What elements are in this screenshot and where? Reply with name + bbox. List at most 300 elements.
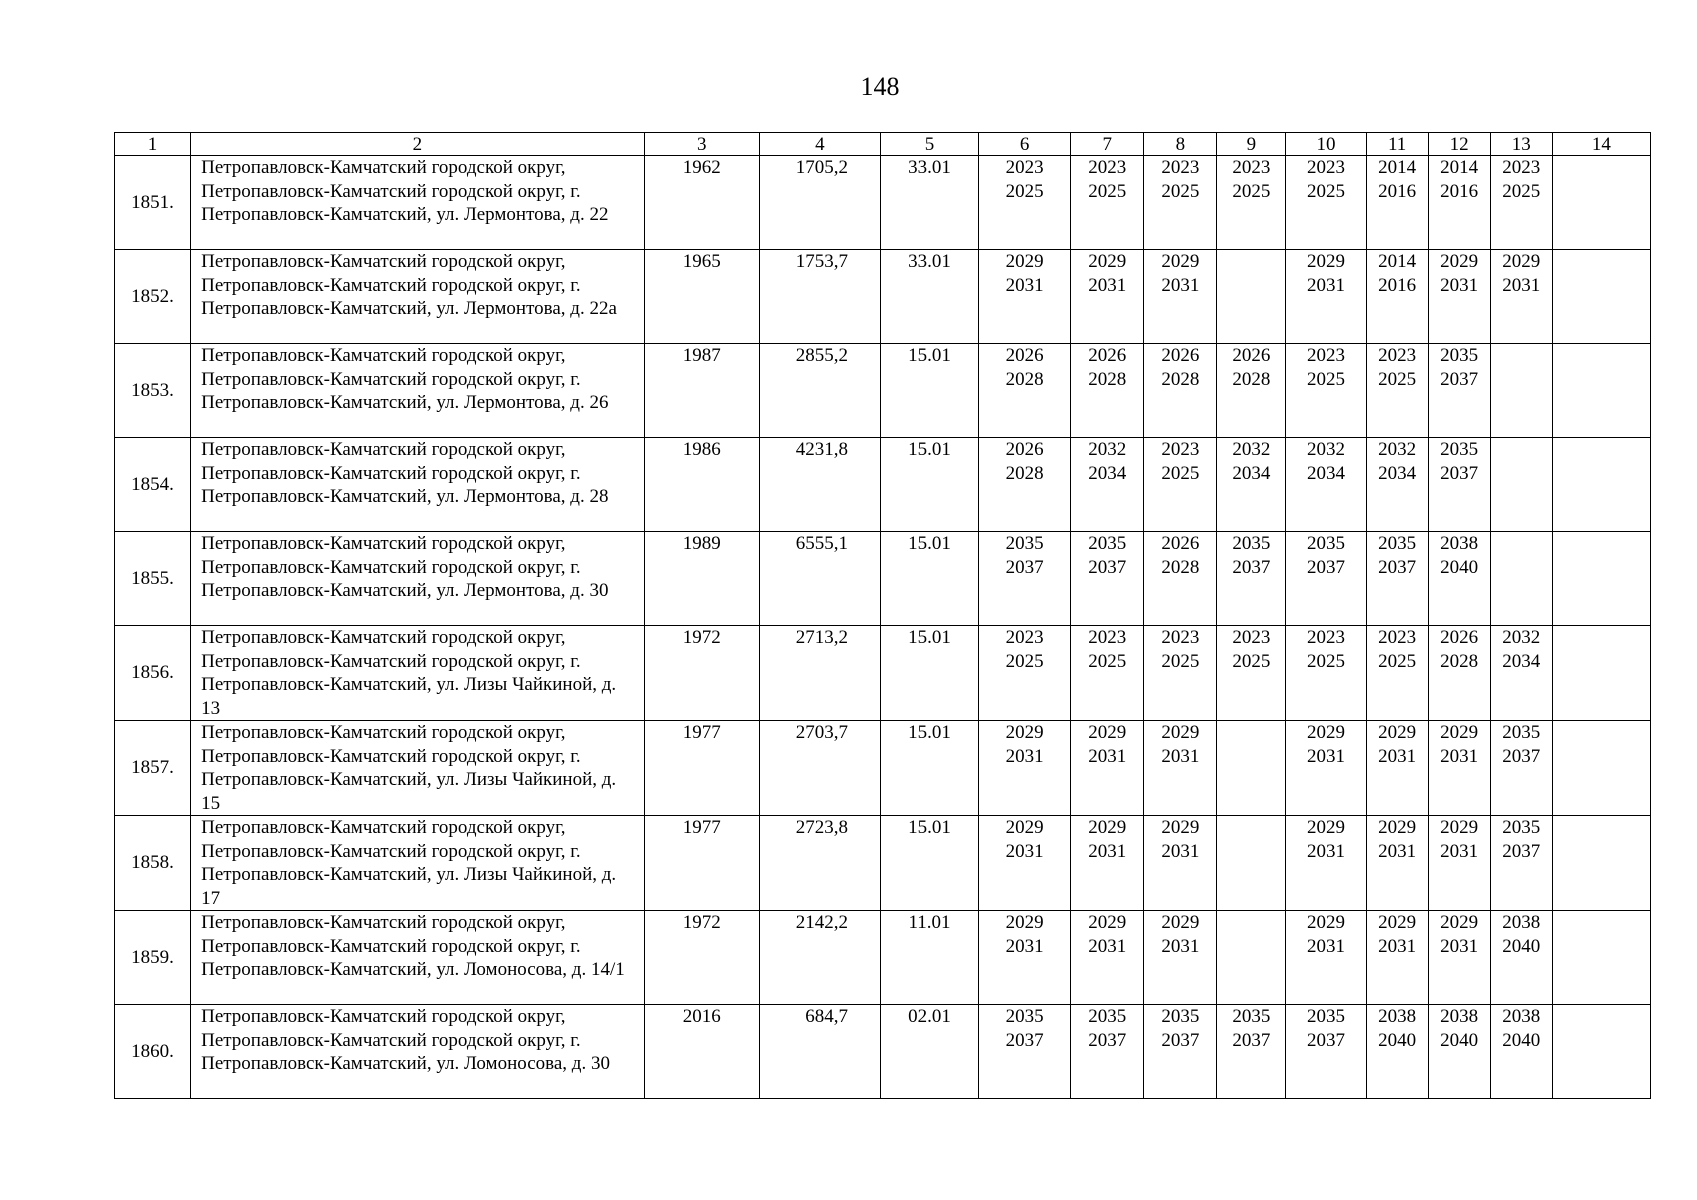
address-cell: Петропавловск-Камчатский городской округ, Петропавловск-Камчатский городской округ, г. Петропавловск-Камчатский, ул. Лермонтова, д. 28	[191, 438, 645, 532]
period-cell-10	[1286, 721, 1366, 816]
period-cell-13	[1490, 1005, 1552, 1099]
period-cell-10	[1286, 1005, 1366, 1099]
code-cell: 33.01	[880, 250, 978, 344]
code-cell: 02.01	[880, 1005, 978, 1099]
period-year: 2035	[1502, 817, 1541, 838]
period-year: 2025	[1161, 650, 1200, 672]
area-cell: 2713,2	[759, 626, 880, 721]
period-year: 2026	[1005, 439, 1044, 460]
period-year: 2035	[1005, 1006, 1044, 1027]
year-cell: 1989	[644, 532, 759, 626]
period-year: 2040	[1378, 1029, 1417, 1051]
period-year: 2040	[1502, 935, 1541, 957]
table-row	[115, 532, 1651, 626]
address-cell: Петропавловск-Камчатский городской округ, Петропавловск-Камчатский городской округ, г. Петропавловск-Камчатский, ул. Лермонтова, д. 30	[191, 532, 645, 626]
period-cell-8	[1144, 626, 1217, 721]
address-cell: Петропавловск-Камчатский городской округ, Петропавловск-Камчатский городской округ, г. Петропавловск-Камчатский, ул. Ломоносова, д. 30	[191, 1005, 645, 1099]
period-year: 2035	[1161, 1006, 1200, 1027]
period-cell-8	[1144, 156, 1217, 250]
area-cell: 6555,1	[759, 532, 880, 626]
period-cell-14	[1552, 156, 1650, 250]
period-year: 2029	[1307, 817, 1346, 838]
period-cell-13	[1490, 250, 1552, 344]
period-year: 2031	[1440, 840, 1479, 862]
period-year: 2029	[1440, 817, 1479, 838]
column-header-3: 3	[644, 133, 759, 156]
period-year: 2031	[1440, 274, 1479, 296]
row-number: 1859.	[115, 911, 191, 1005]
year-cell: 1972	[644, 626, 759, 721]
period-year: 2025	[1232, 650, 1271, 672]
period-year: 2031	[1005, 840, 1044, 862]
code-cell: 15.01	[880, 532, 978, 626]
period-year: 2025	[1088, 180, 1127, 202]
period-year: 2037	[1378, 556, 1417, 578]
table-row	[115, 626, 1651, 721]
period-cell-11	[1366, 626, 1428, 721]
period-cell-11	[1366, 1005, 1428, 1099]
period-year: 2029	[1440, 912, 1479, 933]
period-year: 2038	[1440, 1006, 1479, 1027]
period-cell-7	[1071, 1005, 1144, 1099]
period-year: 2029	[1378, 817, 1417, 838]
period-year: 2029	[1005, 722, 1044, 743]
period-cell-13	[1490, 911, 1552, 1005]
column-header-9: 9	[1217, 133, 1286, 156]
period-cell-7	[1071, 721, 1144, 816]
period-cell-13	[1490, 156, 1552, 250]
period-year: 2029	[1005, 912, 1044, 933]
period-year: 2025	[1005, 180, 1044, 202]
period-year: 2031	[1088, 840, 1127, 862]
period-cell-7	[1071, 250, 1144, 344]
year-cell: 1962	[644, 156, 759, 250]
period-year: 2023	[1232, 157, 1271, 178]
period-cell-12	[1428, 721, 1490, 816]
period-cell-6	[979, 344, 1071, 438]
period-year: 2037	[1088, 1029, 1127, 1051]
year-cell: 1977	[644, 721, 759, 816]
period-year: 2025	[1307, 368, 1346, 390]
period-cell-11	[1366, 816, 1428, 911]
period-cell-14	[1552, 1005, 1650, 1099]
period-year: 2023	[1161, 627, 1200, 648]
period-year: 2023	[1307, 345, 1346, 366]
period-year: 2031	[1378, 840, 1417, 862]
period-cell-12	[1428, 816, 1490, 911]
period-cell-8	[1144, 344, 1217, 438]
period-cell-14	[1552, 438, 1650, 532]
period-year: 2014	[1378, 251, 1417, 272]
period-cell-7	[1071, 626, 1144, 721]
period-cell-7	[1071, 911, 1144, 1005]
row-number: 1857.	[115, 721, 191, 816]
period-year: 2038	[1440, 533, 1479, 554]
period-year: 2029	[1161, 722, 1200, 743]
period-year: 2035	[1440, 345, 1479, 366]
address-cell: Петропавловск-Камчатский городской округ, Петропавловск-Камчатский городской округ, г. Петропавловск-Камчатский, ул. Лизы Чайкиной, д. 17	[191, 816, 645, 911]
period-cell-12	[1428, 626, 1490, 721]
period-year: 2031	[1161, 840, 1200, 862]
period-year: 2035	[1378, 533, 1417, 554]
period-year: 2031	[1005, 935, 1044, 957]
period-cell-13	[1490, 438, 1552, 532]
column-header-11: 11	[1366, 133, 1428, 156]
period-year: 2023	[1161, 439, 1200, 460]
period-year: 2028	[1005, 368, 1044, 390]
period-year: 2029	[1440, 722, 1479, 743]
period-cell-7	[1071, 816, 1144, 911]
period-year: 2037	[1502, 745, 1541, 767]
period-year: 2031	[1088, 274, 1127, 296]
column-header-1: 1	[115, 133, 191, 156]
period-year: 2035	[1088, 1006, 1127, 1027]
period-year: 2037	[1005, 556, 1044, 578]
period-year: 2037	[1307, 556, 1346, 578]
year-cell: 1986	[644, 438, 759, 532]
period-cell-7	[1071, 532, 1144, 626]
period-cell-11	[1366, 532, 1428, 626]
period-cell-14	[1552, 816, 1650, 911]
period-year: 2025	[1378, 368, 1417, 390]
period-year: 2028	[1440, 650, 1479, 672]
period-year: 2025	[1161, 180, 1200, 202]
row-number: 1858.	[115, 816, 191, 911]
period-cell-12	[1428, 250, 1490, 344]
period-year: 2031	[1440, 745, 1479, 767]
period-year: 2037	[1232, 1029, 1271, 1051]
address-cell: Петропавловск-Камчатский городской округ, Петропавловск-Камчатский городской округ, г. Петропавловск-Камчатский, ул. Лермонтова, д. 22а	[191, 250, 645, 344]
period-year: 2029	[1440, 251, 1479, 272]
period-year: 2023	[1161, 157, 1200, 178]
address-cell: Петропавловск-Камчатский городской округ, Петропавловск-Камчатский городской округ, г. Петропавловск-Камчатский, ул. Лизы Чайкиной, д. 13	[191, 626, 645, 721]
period-cell-11	[1366, 911, 1428, 1005]
period-year: 2035	[1307, 1006, 1346, 1027]
period-year: 2029	[1161, 251, 1200, 272]
period-year: 2023	[1307, 157, 1346, 178]
period-cell-13	[1490, 532, 1552, 626]
period-year: 2031	[1307, 935, 1346, 957]
area-cell: 4231,8	[759, 438, 880, 532]
period-year: 2016	[1378, 274, 1417, 296]
period-cell-10	[1286, 344, 1366, 438]
period-year: 2029	[1088, 251, 1127, 272]
period-cell-9	[1217, 344, 1286, 438]
period-cell-11	[1366, 721, 1428, 816]
row-number: 1856.	[115, 626, 191, 721]
period-year: 2032	[1502, 627, 1541, 648]
period-cell-10	[1286, 532, 1366, 626]
period-cell-6	[979, 250, 1071, 344]
period-year: 2034	[1378, 462, 1417, 484]
period-cell-9	[1217, 911, 1286, 1005]
code-cell: 15.01	[880, 438, 978, 532]
period-year: 2029	[1378, 912, 1417, 933]
period-year: 2023	[1088, 157, 1127, 178]
period-year: 2025	[1088, 650, 1127, 672]
period-year: 2029	[1088, 722, 1127, 743]
period-cell-12	[1428, 532, 1490, 626]
period-cell-10	[1286, 156, 1366, 250]
period-year: 2031	[1161, 745, 1200, 767]
period-cell-7	[1071, 438, 1144, 532]
period-year: 2026	[1005, 345, 1044, 366]
period-year: 2025	[1502, 180, 1541, 202]
address-cell: Петропавловск-Камчатский городской округ, Петропавловск-Камчатский городской округ, г. Петропавловск-Камчатский, ул. Лермонтова, д. 22	[191, 156, 645, 250]
period-cell-13	[1490, 344, 1552, 438]
period-year: 2029	[1088, 817, 1127, 838]
period-year: 2031	[1005, 745, 1044, 767]
area-cell: 2723,8	[759, 816, 880, 911]
period-year: 2031	[1161, 274, 1200, 296]
code-cell: 33.01	[880, 156, 978, 250]
period-year: 2023	[1502, 157, 1541, 178]
period-year: 2031	[1378, 935, 1417, 957]
period-year: 2031	[1502, 274, 1541, 296]
period-cell-6	[979, 438, 1071, 532]
period-cell-8	[1144, 438, 1217, 532]
period-year: 2028	[1088, 368, 1127, 390]
column-header-13: 13	[1490, 133, 1552, 156]
table-row	[115, 1005, 1651, 1099]
period-year: 2026	[1088, 345, 1127, 366]
period-year: 2035	[1232, 533, 1271, 554]
period-cell-8	[1144, 532, 1217, 626]
table-row	[115, 250, 1651, 344]
period-cell-14	[1552, 532, 1650, 626]
period-year: 2028	[1161, 368, 1200, 390]
period-cell-8	[1144, 721, 1217, 816]
address-cell: Петропавловск-Камчатский городской округ, Петропавловск-Камчатский городской округ, г. Петропавловск-Камчатский, ул. Ломоносова, д. 14/1	[191, 911, 645, 1005]
period-year: 2025	[1161, 462, 1200, 484]
period-cell-10	[1286, 626, 1366, 721]
year-cell: 1972	[644, 911, 759, 1005]
period-year: 2023	[1088, 627, 1127, 648]
period-year: 2038	[1502, 1006, 1541, 1027]
period-year: 2035	[1502, 722, 1541, 743]
period-year: 2028	[1005, 462, 1044, 484]
area-cell: 2855,2	[759, 344, 880, 438]
period-year: 2034	[1088, 462, 1127, 484]
period-year: 2031	[1440, 935, 1479, 957]
period-year: 2040	[1502, 1029, 1541, 1051]
period-year: 2025	[1307, 180, 1346, 202]
period-cell-14	[1552, 250, 1650, 344]
period-cell-12	[1428, 911, 1490, 1005]
row-number: 1855.	[115, 532, 191, 626]
period-year: 2023	[1005, 157, 1044, 178]
period-year: 2031	[1378, 745, 1417, 767]
period-cell-6	[979, 911, 1071, 1005]
period-year: 2035	[1005, 533, 1044, 554]
period-year: 2023	[1378, 345, 1417, 366]
period-year: 2034	[1232, 462, 1271, 484]
period-year: 2014	[1440, 157, 1479, 178]
column-header-10: 10	[1286, 133, 1366, 156]
column-header-7: 7	[1071, 133, 1144, 156]
period-cell-8	[1144, 911, 1217, 1005]
table-row	[115, 344, 1651, 438]
row-number: 1853.	[115, 344, 191, 438]
period-year: 2029	[1088, 912, 1127, 933]
period-year: 2029	[1005, 251, 1044, 272]
code-cell: 15.01	[880, 721, 978, 816]
period-cell-13	[1490, 721, 1552, 816]
header-row	[115, 133, 1651, 156]
code-cell: 15.01	[880, 344, 978, 438]
period-cell-11	[1366, 156, 1428, 250]
period-cell-7	[1071, 156, 1144, 250]
area-cell: 1705,2	[759, 156, 880, 250]
period-cell-10	[1286, 438, 1366, 532]
period-cell-12	[1428, 156, 1490, 250]
register-table	[114, 132, 1651, 1099]
period-year: 2023	[1378, 627, 1417, 648]
column-header-12: 12	[1428, 133, 1490, 156]
period-cell-14	[1552, 344, 1650, 438]
code-cell: 15.01	[880, 626, 978, 721]
period-year: 2029	[1005, 817, 1044, 838]
period-year: 2037	[1005, 1029, 1044, 1051]
period-year: 2034	[1307, 462, 1346, 484]
year-cell: 1977	[644, 816, 759, 911]
period-cell-13	[1490, 626, 1552, 721]
period-year: 2031	[1307, 745, 1346, 767]
column-header-2: 2	[191, 133, 645, 156]
period-year: 2035	[1232, 1006, 1271, 1027]
period-year: 2035	[1307, 533, 1346, 554]
table-row	[115, 721, 1651, 816]
table-body	[115, 156, 1651, 1099]
year-cell: 1965	[644, 250, 759, 344]
period-cell-6	[979, 626, 1071, 721]
column-header-5: 5	[880, 133, 978, 156]
period-cell-6	[979, 1005, 1071, 1099]
period-cell-10	[1286, 250, 1366, 344]
row-number: 1854.	[115, 438, 191, 532]
period-cell-9	[1217, 1005, 1286, 1099]
period-year: 2037	[1440, 368, 1479, 390]
period-year: 2040	[1440, 556, 1479, 578]
period-year: 2026	[1161, 345, 1200, 366]
area-cell: 684,7	[759, 1005, 880, 1099]
period-year: 2038	[1378, 1006, 1417, 1027]
period-cell-11	[1366, 250, 1428, 344]
page-number: 148	[860, 72, 900, 101]
period-year: 2029	[1307, 722, 1346, 743]
period-year: 2016	[1440, 180, 1479, 202]
period-year: 2023	[1232, 627, 1271, 648]
period-cell-9	[1217, 721, 1286, 816]
period-year: 2037	[1307, 1029, 1346, 1051]
period-cell-6	[979, 156, 1071, 250]
period-year: 2032	[1088, 439, 1127, 460]
period-year: 2037	[1161, 1029, 1200, 1051]
period-cell-8	[1144, 816, 1217, 911]
row-number: 1851.	[115, 156, 191, 250]
area-cell: 1753,7	[759, 250, 880, 344]
period-year: 2031	[1161, 935, 1200, 957]
period-year: 2040	[1440, 1029, 1479, 1051]
period-year: 2025	[1307, 650, 1346, 672]
table-row	[115, 438, 1651, 532]
period-year: 2029	[1307, 912, 1346, 933]
year-cell: 1987	[644, 344, 759, 438]
column-header-14: 14	[1552, 133, 1650, 156]
code-cell: 11.01	[880, 911, 978, 1005]
period-year: 2031	[1005, 274, 1044, 296]
address-cell: Петропавловск-Камчатский городской округ, Петропавловск-Камчатский городской округ, г. Петропавловск-Камчатский, ул. Лизы Чайкиной, д. 15	[191, 721, 645, 816]
period-year: 2032	[1378, 439, 1417, 460]
year-cell: 2016	[644, 1005, 759, 1099]
period-year: 2032	[1307, 439, 1346, 460]
period-cell-12	[1428, 438, 1490, 532]
row-number: 1852.	[115, 250, 191, 344]
period-year: 2025	[1005, 650, 1044, 672]
period-year: 2031	[1088, 935, 1127, 957]
period-year: 2023	[1307, 627, 1346, 648]
column-header-8: 8	[1144, 133, 1217, 156]
code-cell: 15.01	[880, 816, 978, 911]
period-cell-14	[1552, 721, 1650, 816]
period-year: 2029	[1502, 251, 1541, 272]
period-cell-9	[1217, 438, 1286, 532]
column-header-4: 4	[759, 133, 880, 156]
period-year: 2029	[1161, 912, 1200, 933]
period-cell-12	[1428, 1005, 1490, 1099]
period-cell-11	[1366, 438, 1428, 532]
period-year: 2037	[1088, 556, 1127, 578]
period-cell-11	[1366, 344, 1428, 438]
period-cell-6	[979, 816, 1071, 911]
period-year: 2037	[1232, 556, 1271, 578]
period-year: 2037	[1440, 462, 1479, 484]
column-header-6: 6	[979, 133, 1071, 156]
period-year: 2028	[1232, 368, 1271, 390]
period-year: 2029	[1378, 722, 1417, 743]
table-row	[115, 816, 1651, 911]
period-year: 2026	[1161, 533, 1200, 554]
period-cell-9	[1217, 626, 1286, 721]
table-row	[115, 156, 1651, 250]
area-cell: 2703,7	[759, 721, 880, 816]
row-number: 1860.	[115, 1005, 191, 1099]
period-year: 2028	[1161, 556, 1200, 578]
period-year: 2026	[1440, 627, 1479, 648]
period-year: 2037	[1502, 840, 1541, 862]
period-year: 2035	[1440, 439, 1479, 460]
period-cell-9	[1217, 250, 1286, 344]
period-cell-12	[1428, 344, 1490, 438]
period-cell-14	[1552, 911, 1650, 1005]
period-cell-8	[1144, 1005, 1217, 1099]
period-cell-6	[979, 721, 1071, 816]
period-cell-7	[1071, 344, 1144, 438]
period-year: 2034	[1502, 650, 1541, 672]
period-cell-8	[1144, 250, 1217, 344]
period-year: 2025	[1232, 180, 1271, 202]
period-cell-13	[1490, 816, 1552, 911]
period-year: 2035	[1088, 533, 1127, 554]
period-year: 2032	[1232, 439, 1271, 460]
period-year: 2038	[1502, 912, 1541, 933]
period-year: 2014	[1378, 157, 1417, 178]
period-cell-6	[979, 532, 1071, 626]
period-year: 2031	[1088, 745, 1127, 767]
period-year: 2016	[1378, 180, 1417, 202]
period-year: 2029	[1161, 817, 1200, 838]
table-row	[115, 911, 1651, 1005]
